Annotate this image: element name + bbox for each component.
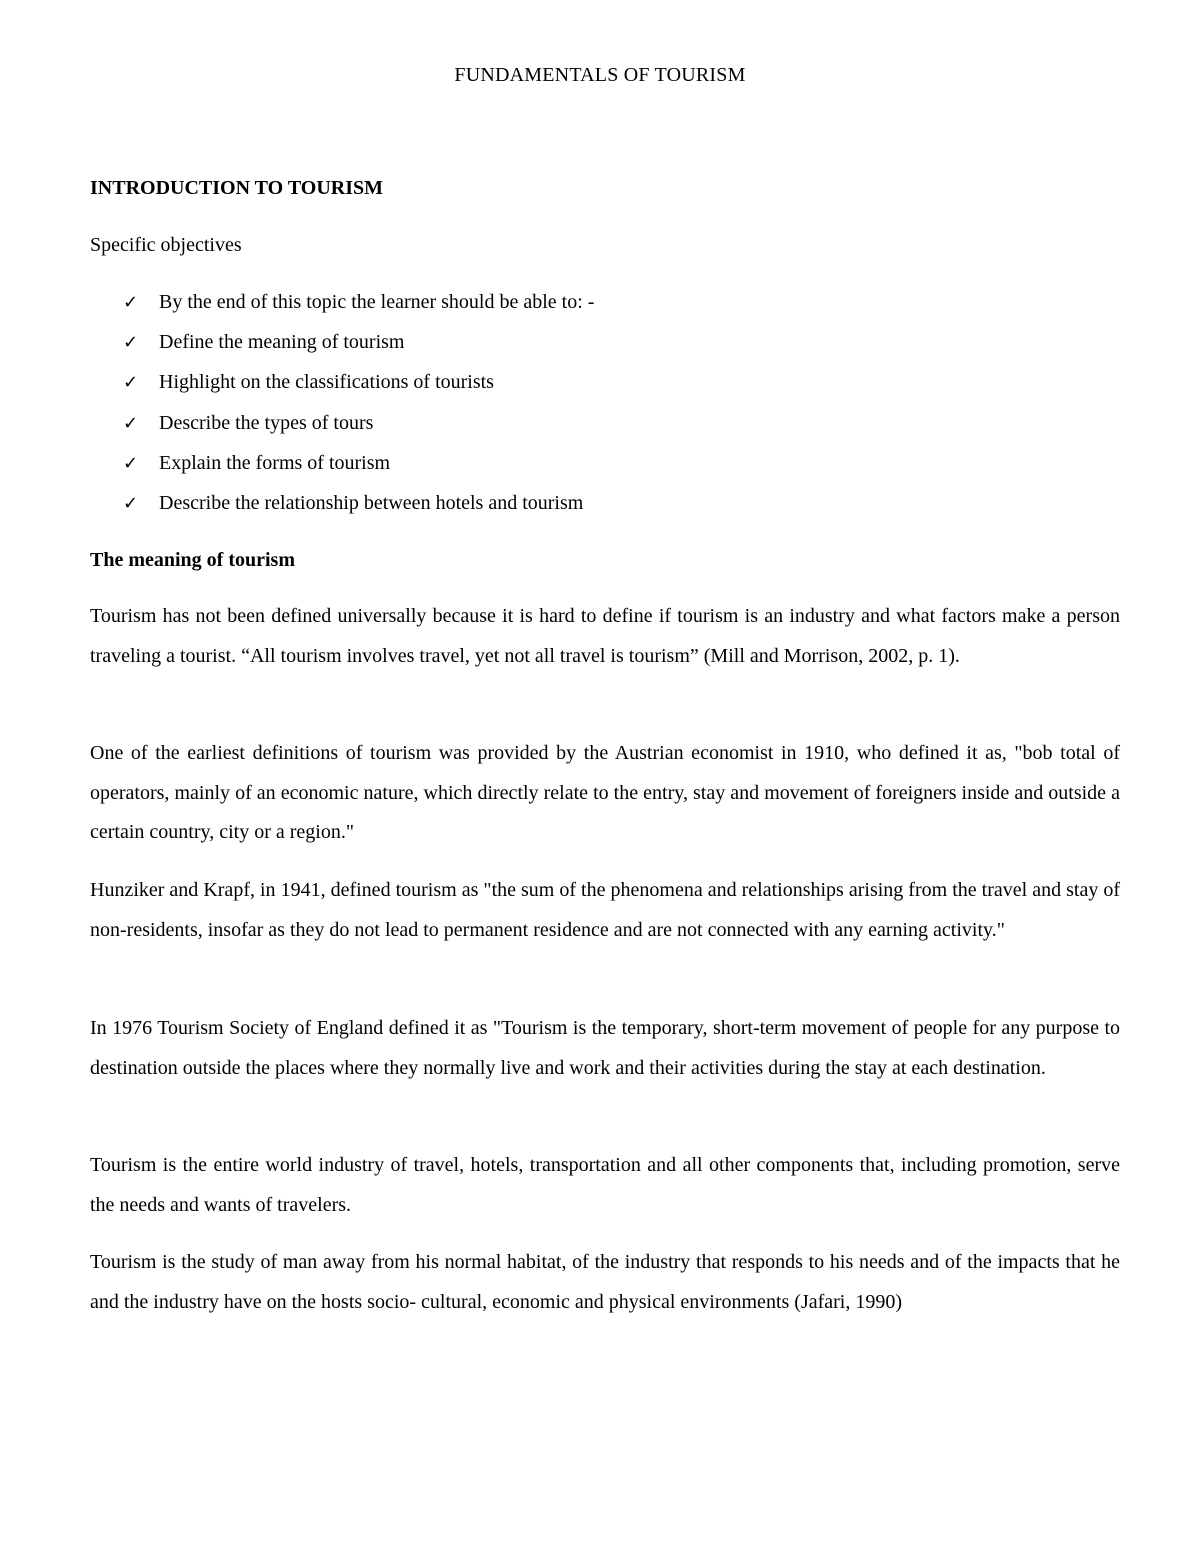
objective-item <box>123 490 583 516</box>
objective-text: Define the meaning of tourism <box>159 331 405 353</box>
document-title: FUNDAMENTALS OF TOURISM <box>454 64 746 86</box>
section-heading: INTRODUCTION TO TOURISM <box>90 177 384 199</box>
objective-text: Describe the relationship between hotels and tourism <box>159 492 584 514</box>
subheading-meaning-of-tourism: The meaning of tourism <box>90 549 295 571</box>
objective-item <box>123 289 594 315</box>
paragraph: In 1976 Tourism Society of England defined it as "Tourism is the temporary, short-term movement of people for any purpose to destination outside the places where they normally live and work and their activities during the stay at each destination. <box>90 1017 1120 1079</box>
paragraph: Tourism has not been defined universally because it is hard to define if tourism is an industry and what factors make a person traveling a tourist. “All tourism involves travel, yet not all travel is tourism” (Mill and Morrison, 2002, p. 1). <box>90 605 1120 667</box>
paragraph: Tourism is the study of man away from his normal habitat, of the industry that responds to his needs and of the impacts that he and the industry have on the hosts socio- cultural, economic and physical environments (Jafari, 1990) <box>90 1251 1120 1313</box>
checkmark-icon: ✓ <box>123 413 139 434</box>
objectives-label: Specific objectives <box>90 234 242 256</box>
paragraph: Hunziker and Krapf, in 1941, defined tourism as "the sum of the phenomena and relationships arising from the travel and stay of non-residents, insofar as they do not lead to permanent residence and are not connected with any earning activity." <box>90 879 1120 941</box>
objective-item <box>123 329 405 355</box>
checkmark-icon: ✓ <box>123 332 139 353</box>
objective-text: Explain the forms of tourism <box>159 452 391 474</box>
checkmark-icon: ✓ <box>123 453 139 474</box>
objective-item <box>123 450 390 476</box>
objective-text: Highlight on the classifications of tourists <box>159 371 494 393</box>
paragraph: Tourism is the entire world industry of travel, hotels, transportation and all other components that, including promotion, serve the needs and wants of travelers. <box>90 1154 1120 1216</box>
objective-item <box>123 410 373 436</box>
objective-text: By the end of this topic the learner should be able to: - <box>159 291 595 313</box>
checkmark-icon: ✓ <box>123 292 139 313</box>
checkmark-icon: ✓ <box>123 493 139 514</box>
paragraph: One of the earliest definitions of tourism was provided by the Austrian economist in 1910, who defined it as, "bob total of operators, mainly of an economic nature, which directly relate to the entry, stay and movement of foreigners inside and outside a certain country, city or a region." <box>90 742 1120 843</box>
checkmark-icon: ✓ <box>123 372 139 393</box>
objective-item <box>123 369 494 395</box>
objective-text: Describe the types of tours <box>159 412 374 434</box>
